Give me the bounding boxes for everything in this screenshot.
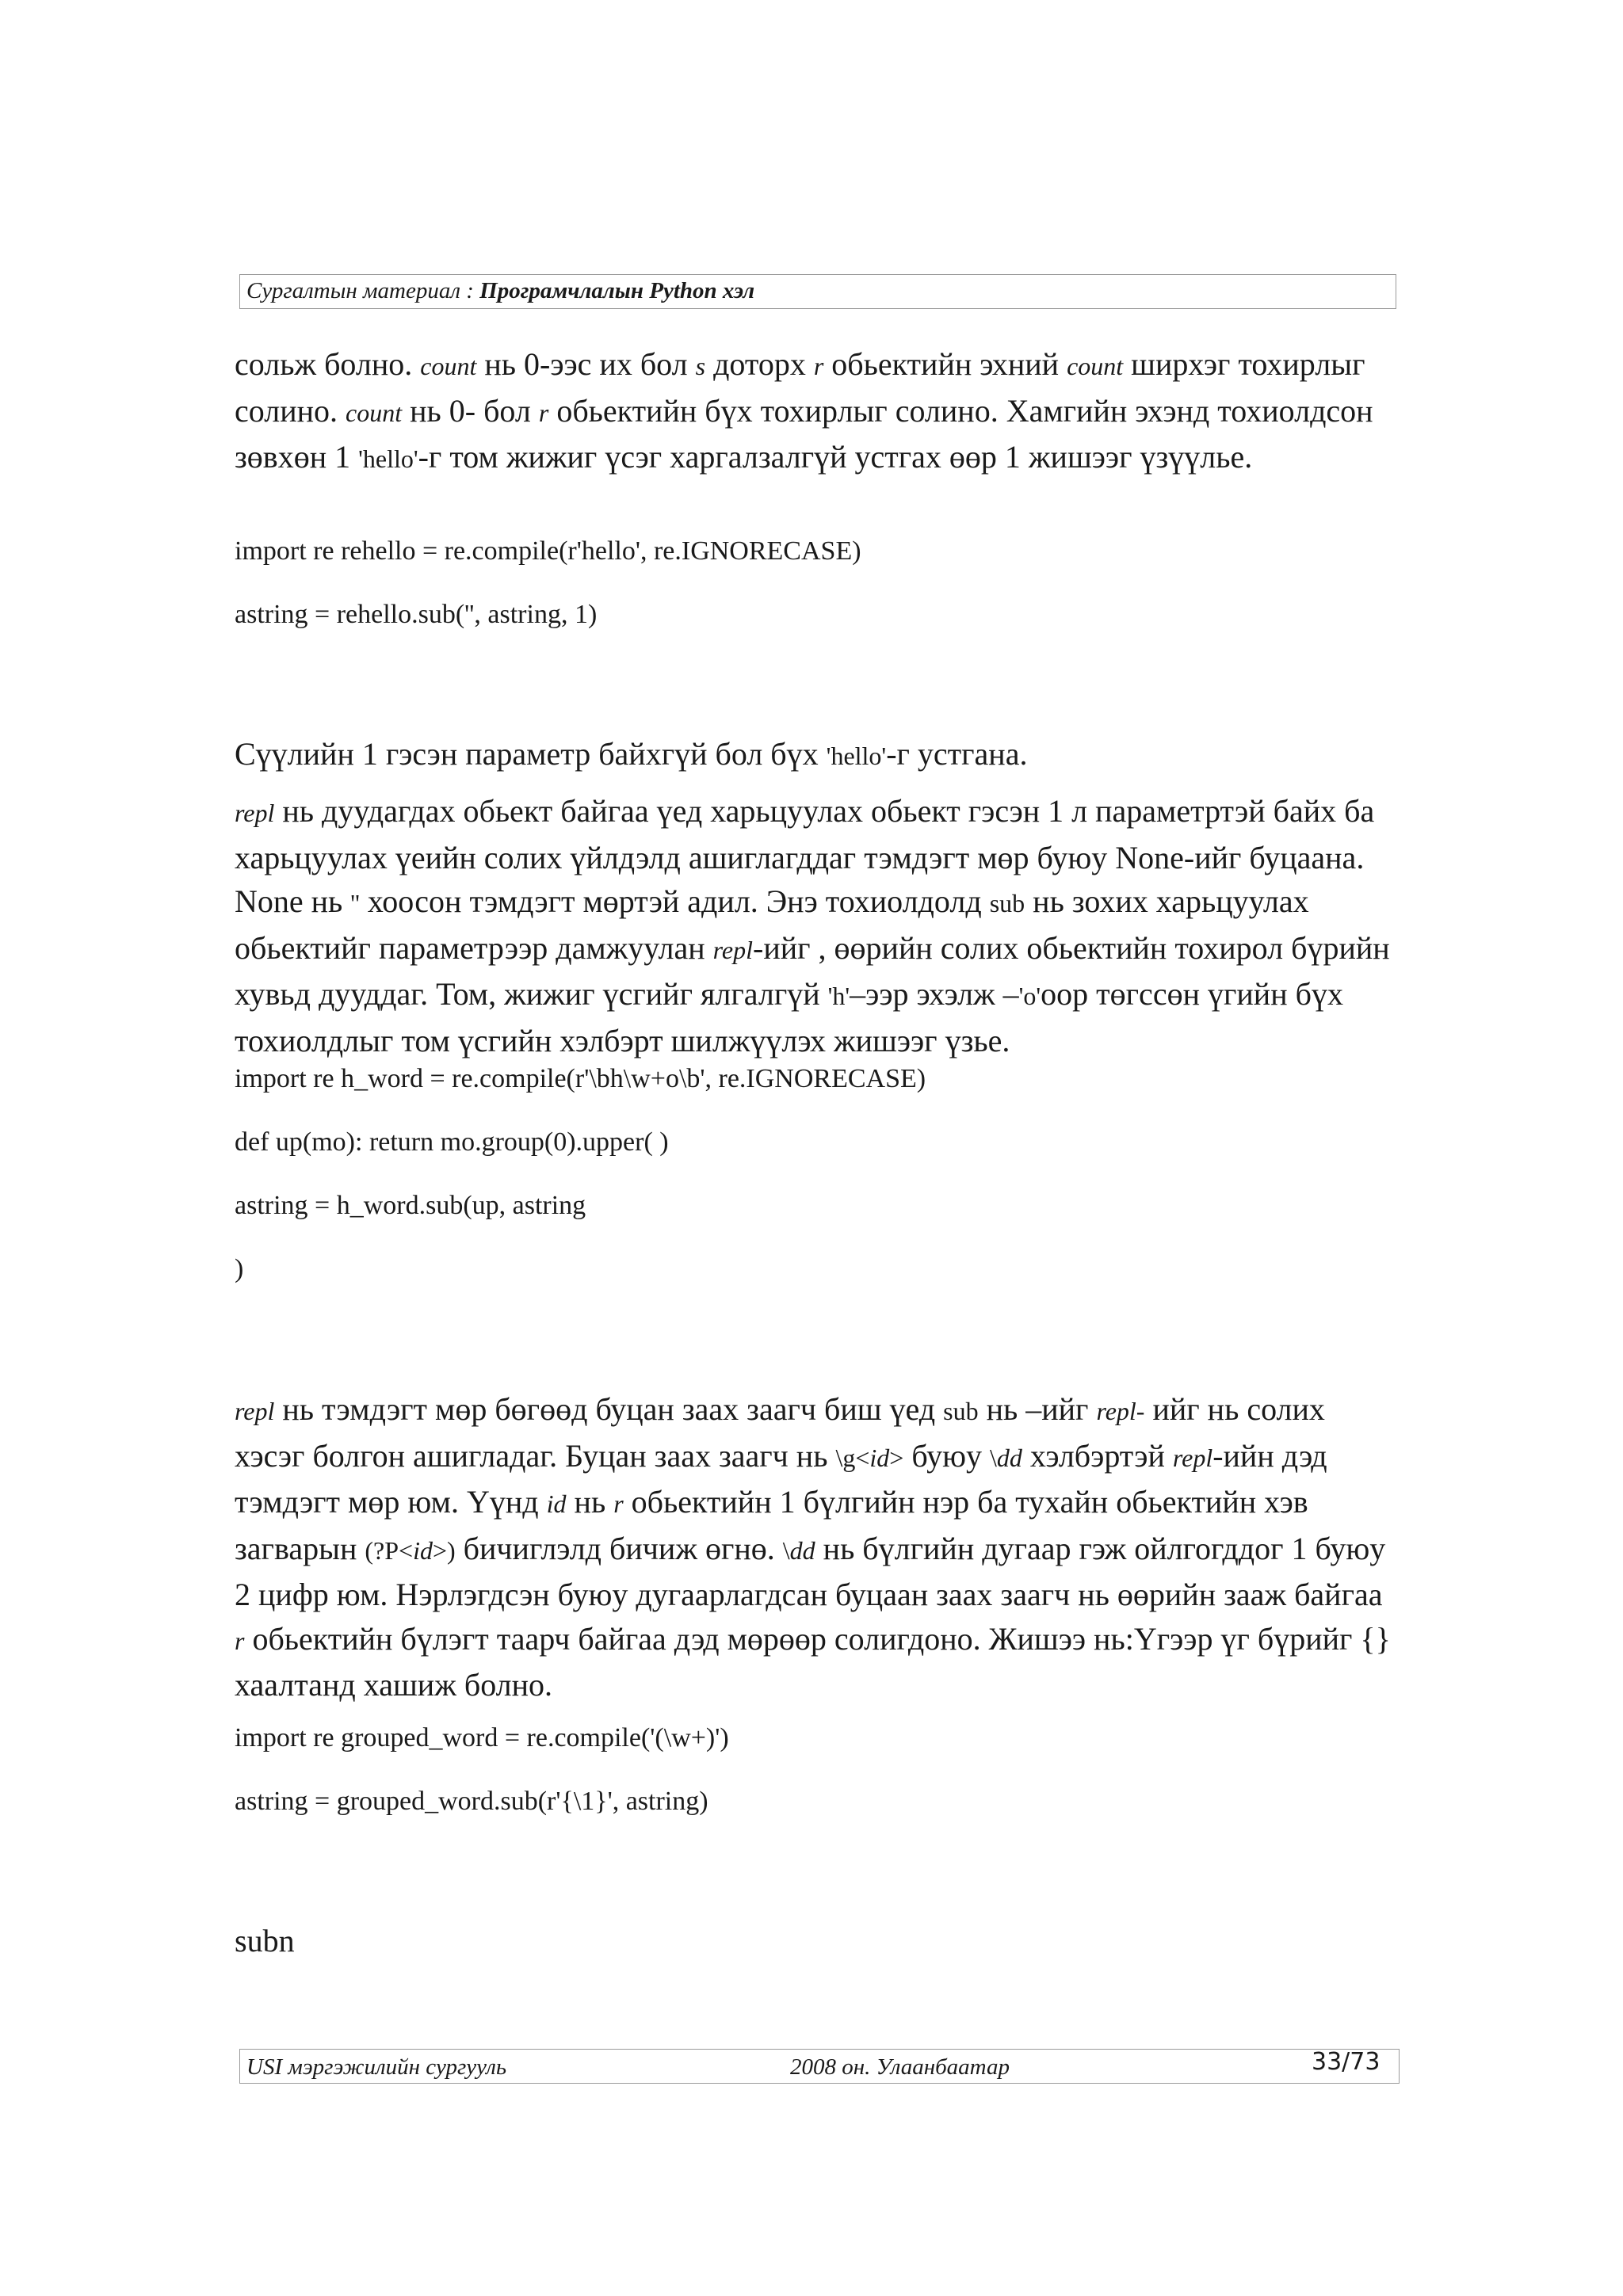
code-line-3: import re h_word = re.compile(r'\bh\w+o\b', re.IGNORECASE) <box>235 1064 926 1093</box>
paragraph-2: Сүүлийн 1 гэсэн параметр байхгүй бол бүх 'hello'-г устгана. <box>235 736 1028 772</box>
code-line-6: ) <box>235 1254 244 1283</box>
page-header <box>239 274 1396 309</box>
subn-heading: subn <box>235 1923 295 1958</box>
code-line-4: def up(mo): return mo.group(0).upper( ) <box>235 1127 669 1157</box>
code-line-2: astring = rehello.sub('', astring, 1) <box>235 600 598 629</box>
header-title: Програмчлалын Python хэл <box>479 278 755 303</box>
code-line-5: astring = h_word.sub(up, astring <box>235 1191 586 1220</box>
header-prefix: Сургалтын материал : <box>246 278 480 303</box>
page-footer <box>239 2049 1400 2084</box>
header-text <box>246 278 754 304</box>
footer-place: 2008 он. Улаанбаатар <box>790 2054 1010 2080</box>
page-number: 33/73 <box>1312 2048 1381 2076</box>
code-line-8: astring = grouped_word.sub(r'{\1}', astring) <box>235 1787 708 1816</box>
footer-school: USI мэргэжилийн сургууль <box>246 2054 507 2080</box>
code-line-7: import re grouped_word = re.compile('(\w+)') <box>235 1723 729 1753</box>
paragraph-4: repl нь тэмдэгт мөр бөгөөд буцан заах заагч биш үед sub нь –ийг repl- ийг нь солих хэсэг болгон ашигладаг. Буцан заах заагч нь \g<id> буюу \dd хэлбэртэй repl-ийн дэд тэмдэгт мөр юм. Үүнд id нь r обьектийн 1 бүлгийн нэр ба тухайн обьектийн хэв загварын (?P<id>) бичиглэлд бичиж өгнө. \dd нь бүлгийн дугаар гэж ойлгогддог 1 буюу 2 цифр юм. Нэрлэгдсэн буюу дугаарлагдсан буцаан заах заагч нь өөрийн зааж байгаа r обьектийн бүлэгт таарч байгаа дэд мөрөөр солигдоно. Жишээ нь:Үгээр үг бүрийг {} хаалтанд хашиж болно. <box>235 1391 1391 1703</box>
code-line-1: import re rehello = re.compile(r'hello', re.IGNORECASE) <box>235 536 861 566</box>
paragraph-1: сольж болно. count нь 0-ээс их бол s доторх r обьектийн эхний count ширхэг тохирлыг солино. count нь 0- бол r обьектийн бүх тохирлыг солино. Хамгийн эхэнд тохиолдсон зөвхөн 1 'hello'-г том жижиг үсэг харгалзалгүй устгах өөр 1 жишээг үзүүлье. <box>235 346 1373 475</box>
paragraph-3: repl нь дуудагдах обьект байгаа үед харьцуулах обьект гэсэн 1 л параметртэй байх ба харьцуулах үеийн солих үйлдэлд ашиглагддаг тэмдэгт мөр буюу None-ийг буцаана. None нь '' хоосон тэмдэгт мөртэй адил. Энэ тохиолдолд sub нь зохих харьцуулах обьектийг параметрээр дамжуулан repl-ийг , өөрийн солих обьектийн тохирол бүрийн хувьд дууддаг. Том, жижиг үсгийг ялгалгүй 'h'–ээр эхэлж –'o'оор төгссөн үгийн бүх тохиолдлыг том үсгийн хэлбэрт шилжүүлэх жишээг үзье. <box>235 793 1390 1058</box>
